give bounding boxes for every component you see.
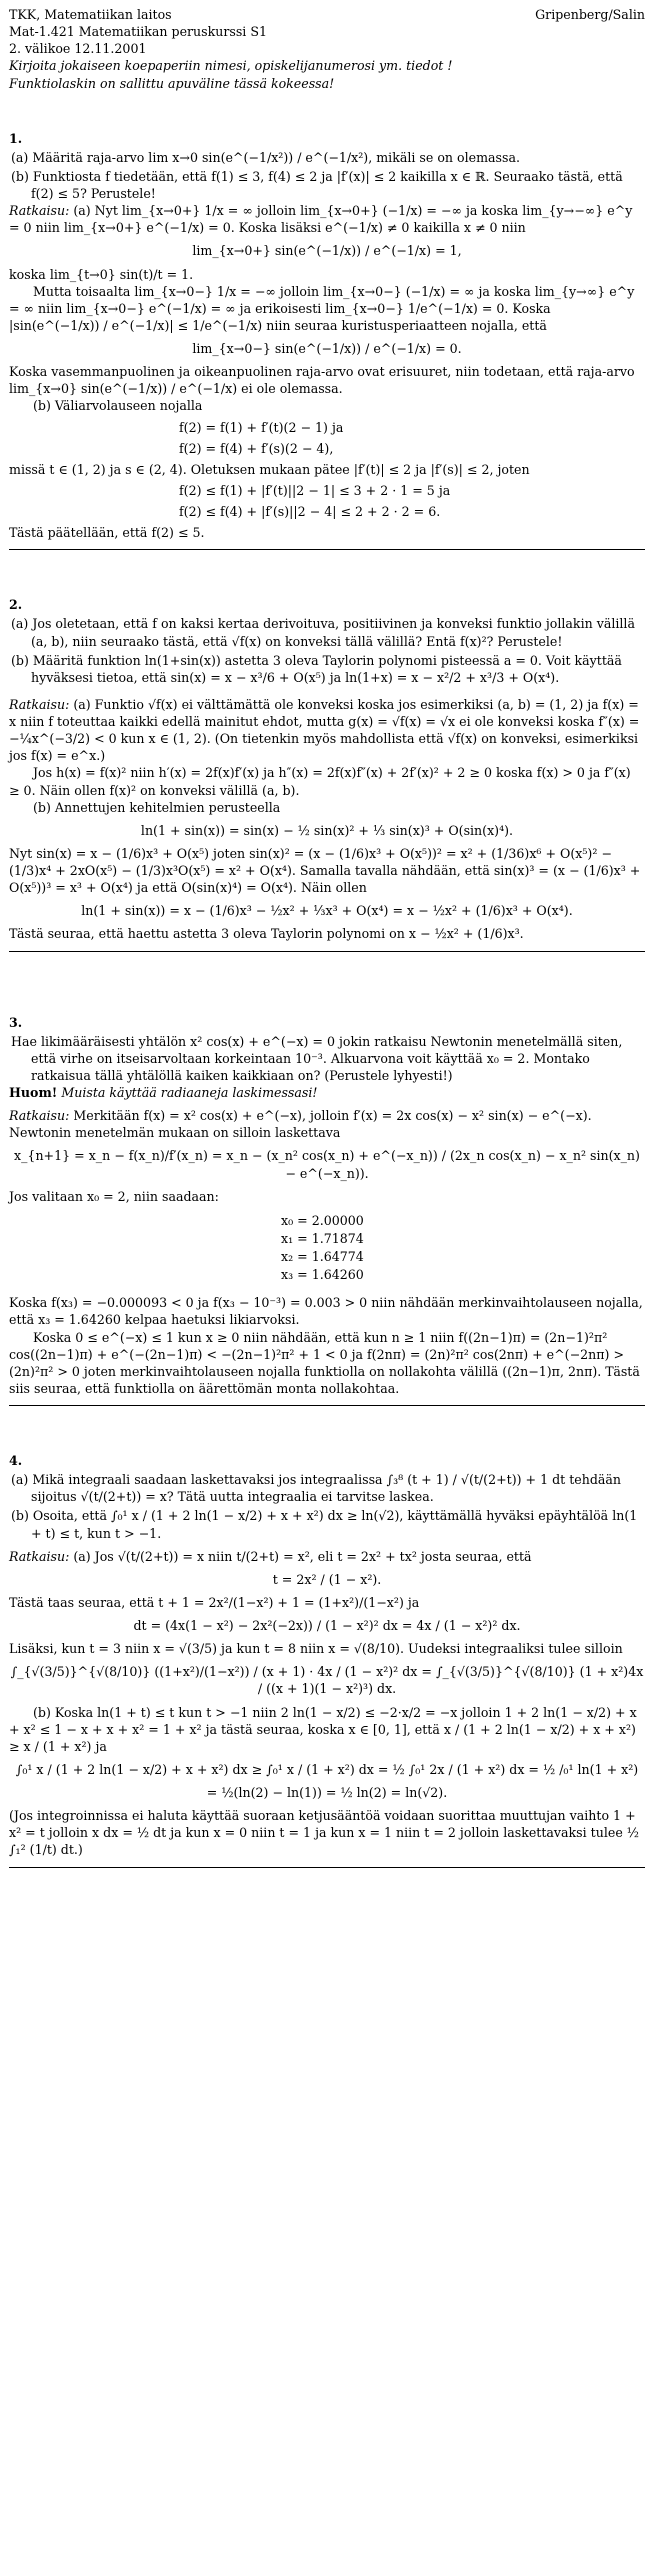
- problem-4b: (b) Osoita, että ∫₀¹ x / (1 + 2 ln(1 − x/2) + x + x²) dx ≥ ln(√2), käyttämällä hyväksi epäyhtälöä ln(1 + t) ≤ t, kun t > −1.: [11, 1508, 638, 1541]
- solution-3-a2: Jos valitaan x₀ = 2, niin saadaan:: [9, 1188, 219, 1204]
- solution-2-b1: (b) Annettujen kehitelmien perusteella: [33, 799, 281, 815]
- solution-1-a3: Mutta toisaalta lim_{x→0−} 1/x = −∞ jolloin lim_{x→0−} (−1/x) = ∞ ja koska lim_{y→∞} e^y = ∞ niin lim_{x→0−} e^(−1/x) = ∞ ja erikoisesti lim_{x→0−} 1/e^(−1/x) = 0. Koska |sin(e^(−1/x)) / e^(−1/x)| ≤ 1/e^(−1/x) niin seuraa kuristusperiaatteen nojalla, että: [9, 283, 635, 333]
- divider: [9, 549, 645, 550]
- solution-1-b1: (b) Väliarvolauseen nojalla: [33, 398, 203, 414]
- solution-3-a1: Ratkaisu: Merkitään f(x) = x² cos(x) + e^(−x), jolloin f′(x) = 2x cos(x) − x² sin(x) − e^(−x). Newtonin menetelmän mukaan on silloin laskettava: [9, 1108, 592, 1141]
- equation-1-5: f(2) ≤ f(1) + |f′(t)||2 − 1| ≤ 3 + 2 · 1 = 5 ja: [179, 482, 451, 498]
- equation-2-1: ln(1 + sin(x)) = sin(x) − ½ sin(x)² + ⅓ sin(x)³ + O(sin(x)⁴).: [140, 822, 514, 838]
- iteration-row: x₃ = 1.64260: [281, 1267, 364, 1283]
- solution-1-b2: missä t ∈ (1, 2) ja s ∈ (2, 4). Oletuksen mukaan pätee |f′(t)| ≤ 2 ja |f′(s)| ≤ 2, joten: [9, 461, 530, 477]
- course-title: Mat-1.421 Matematiikan peruskurssi S1: [9, 24, 267, 40]
- iteration-row: x₁ = 1.71874: [281, 1230, 364, 1246]
- equation-4-3: ∫_{√(3/5)}^{√(8/10)} ((1+x²)/(1−x²)) / (x + 1) · 4x / (1 − x²)² dx = ∫_{√(3/5)}^{√(8/10)} (1 + x²)4x / ((x + 1)(1 − x²)³) dx.: [10, 1664, 644, 1697]
- divider: [9, 951, 645, 952]
- problem-2a: (a) Jos oletetaan, että f on kaksi kertaa derivoituva, positiivinen ja konveksi funktio jollakin välillä (a, b), niin seuraako tästä, että √f(x) on konveksi tällä välillä? Entä f(x)²? Perustele!: [11, 616, 635, 649]
- equation-1-4: f(2) = f(4) + f′(s)(2 − 4),: [179, 440, 334, 456]
- solution-1-a4: Koska vasemmanpuolinen ja oikeanpuolinen raja-arvo ovat erisuuret, niin todetaan, että raja-arvo lim_{x→0} sin(e^(−1/x)) / e^(−1/x) ei ole olemassa.: [9, 364, 635, 397]
- problem-1-number: 1.: [9, 130, 23, 146]
- equation-1-1: lim_{x→0+} sin(e^(−1/x)) / e^(−1/x) = 1,: [192, 243, 462, 259]
- authors: Gripenberg/Salin: [535, 7, 645, 22]
- solution-label: Ratkaisu:: [9, 203, 70, 219]
- solution-2-b3: Tästä seuraa, että haettu astetta 3 oleva Taylorin polynomi on x − ½x² + (1/6)x³.: [9, 926, 524, 942]
- exam-date: 2. välikoe 12.11.2001: [9, 41, 147, 57]
- solution-2-b2: Nyt sin(x) = x − (1/6)x³ + O(x⁵) joten sin(x)² = (x − (1/6)x³ + O(x⁵))² = x² + (1/36)x⁶ + O(x⁵)² − (1/3)x⁴ + 2xO(x⁵) − (1/3)x³O(x⁵) = x² + O(x⁴). Samalla tavalla nähdään, että sin(x)³ = (x − (1/6)x³ + O(x⁵))³ = x³ + O(x⁴) ja että O(sin(x)⁴) = O(x⁴). Näin ollen: [9, 845, 641, 896]
- solution-3-a3: Koska f(x₃) = −0.000093 < 0 ja f(x₃ − 10⁻³) = 0.003 > 0 niin nähdään merkinvaihtolauseen nojalla, että x₃ = 1.64260 kelpaa haetuksi likiarvoksi.: [9, 1295, 643, 1328]
- equation-1-2: lim_{x→0−} sin(e^(−1/x)) / e^(−1/x) = 0.: [192, 341, 462, 356]
- problem-4a: (a) Mikä integraali saadaan laskettavaksi jos integraalissa ∫₃⁸ (t + 1) / √(t/(2+t)) + 1 dt tehdään sijoitus √(t/(2+t)) = x? Tätä uutta integraalia ei tarvitse laskea.: [11, 1472, 622, 1505]
- solution-2-a2: Jos h(x) = f(x)² niin h′(x) = 2f(x)f′(x) ja h″(x) = 2f(x)f″(x) + 2f′(x)² + 2 ≥ 0 koska f(x) > 0 ja f″(x) ≥ 0. Näin ollen f(x)² on konveksi välillä (a, b).: [9, 765, 631, 798]
- equation-3-1: x_{n+1} = x_n − f(x_n)/f′(x_n) = x_n − (x_n² cos(x_n) + e^(−x_n)) / (2x_n cos(x_n) − x_n² sin(x_n) − e^(−x_n)).: [14, 1148, 640, 1181]
- problem-1a: (a) Määritä raja-arvo lim x→0 sin(e^(−1/x²)) / e^(−1/x²), mikäli se on olemassa.: [11, 149, 520, 165]
- solution-label: Ratkaisu:: [9, 696, 70, 712]
- solution-1-a1: Ratkaisu: (a) Nyt lim_{x→0+} 1/x = ∞ jolloin lim_{x→0+} (−1/x) = −∞ ja koska lim_{y→−∞} e^y = 0 niin lim_{x→0+} e^(−1/x) = 0. Koska lisäksi e^(−1/x) ≠ 0 kaikilla x ≠ 0 niin: [9, 203, 633, 236]
- equation-1-3: f(2) = f(1) + f′(t)(2 − 1) ja: [179, 419, 344, 435]
- note-label: Huom!: [9, 1085, 58, 1100]
- equation-4-4: ∫₀¹ x / (1 + 2 ln(1 − x/2) + x + x²) dx ≥ ∫₀¹ x / (1 + x²) dx = ½ ∫₀¹ 2x / (1 + x²) dx = ½ /₀¹ ln(1 + x²): [15, 1761, 639, 1777]
- solution-1-b3: Tästä päätellään, että f(2) ≤ 5.: [9, 525, 205, 541]
- solution-4-b2: (Jos integroinnissa ei haluta käyttää suoraan ketjusääntöä voidaan suorittaa muuttujan vaihto 1 + x² = t jolloin x dx = ½ dt ja kun x = 0 niin t = 1 ja kun x = 1 niin t = 2 jolloin laskettavaksi tulee ½ ∫₁² (1/t) dt.): [9, 1808, 639, 1858]
- header-row: [9, 6, 645, 23]
- problem-2b: (b) Määritä funktion ln(1+sin(x)) astetta 3 oleva Taylorin polynomi pisteessä a = 0. Voit käyttää hyväksesi tietoa, että sin(x) = x − x³/6 + O(x⁵) ja ln(1+x) = x − x²/2 + x³/3 + O(x⁴).: [11, 652, 622, 685]
- solution-1-a2: koska lim_{t→0} sin(t)/t = 1.: [9, 266, 194, 282]
- equation-2-2: ln(1 + sin(x)) = x − (1/6)x³ − ½x² + ⅓x³ + O(x⁴) = x − ½x² + (1/6)x³ + O(x⁴).: [81, 903, 573, 919]
- solution-label: Ratkaisu:: [9, 1108, 70, 1124]
- instruction-2: Funktiolaskin on sallittu apuväline tässä kokeessa!: [9, 75, 335, 91]
- solution-label: Ratkaisu:: [9, 1548, 70, 1564]
- exam-page: [9, 6, 645, 1868]
- problem-3-text: Hae likimääräisesti yhtälön x² cos(x) + e^(−x) = 0 jokin ratkaisu Newtonin menetelmällä siten, että virhe on itseisarvoltaan korkeintaan 10⁻³. Alkuarvona voit käyttää x₀ = 2. Montako ratkaisua tällä yhtälöllä kaiken kaikkiaan on? (Perustele lyhyesti!): [11, 1033, 623, 1083]
- divider: [9, 1867, 645, 1868]
- problem-4-number: 4.: [9, 1453, 23, 1468]
- problem-1b: (b) Funktiosta f tiedetään, että f(1) ≤ 3, f(4) ≤ 2 ja |f′(x)| ≤ 2 kaikilla x ∈ ℝ. Seuraako tästä, että f(2) ≤ 5? Perustele!: [11, 168, 623, 201]
- solution-4-a3: Lisäksi, kun t = 3 niin x = √(3/5) ja kun t = 8 niin x = √(8/10). Uudeksi integraaliksi tulee silloin: [9, 1641, 623, 1657]
- equation-1-6: f(2) ≤ f(4) + |f′(s)||2 − 4| ≤ 2 + 2 · 2 = 6.: [179, 504, 441, 519]
- problem-3-number: 3.: [9, 1014, 23, 1030]
- solution-4-a1: Ratkaisu: (a) Jos √(t/(2+t)) = x niin t/(2+t) = x², eli t = 2x² + tx² josta seuraa, että: [9, 1548, 532, 1564]
- solution-2-a1: Ratkaisu: (a) Funktio √f(x) ei välttämättä ole konveksi koska jos esimerkiksi (a, b) = (1, 2) ja f(x) = x niin f toteuttaa kaikki edellä mainitut ehdot, mutta g(x) = √f(x) = √x ei ole konveksi koska f″(x) = −¼x^(−3/2) < 0 kun x ∈ (1, 2). (On tietenkin myös mahdollista että √f(x) on konveksi, esimerkiksi jos f(x) = e^x.): [9, 696, 640, 764]
- org-name: TKK, Matematiikan laitos: [9, 7, 172, 22]
- instruction-1: Kirjoita jokaiseen koepaperiin nimesi, opiskelijanumerosi ym. tiedot !: [9, 58, 453, 74]
- iteration-row: x₀ = 2.00000: [281, 1212, 364, 1228]
- equation-4-5: = ½(ln(2) − ln(1)) = ½ ln(2) = ln(√2).: [206, 1785, 448, 1800]
- solution-4-b1: (b) Koska ln(1 + t) ≤ t kun t > −1 niin 2 ln(1 − x/2) ≤ −2·x/2 = −x jolloin 1 + 2 ln(1 − x/2) + x + x² ≤ 1 − x + x + x² = 1 + x² ja tästä seuraa, koska x ∈ [0, 1], että x / (1 + 2 ln(1 − x/2) + x + x²) ≥ x / (1 + x²) ja: [9, 1704, 637, 1754]
- problem-2-number: 2.: [9, 597, 23, 613]
- solution-3-a4: Koska 0 ≤ e^(−x) ≤ 1 kun x ≥ 0 niin nähdään, että kun n ≥ 1 niin f((2n−1)π) = (2n−1)²π² cos((2n−1)π) + e^(−(2n−1)π) < −(2n−1)²π² + 1 < 0 ja f(2nπ) = (2n)²π² cos(2nπ) + e^(−2nπ) > (2n)²π² > 0 joten merkinvaihtolauseen nojalla funktiolla on nollakohta välillä ((2n−1)π, 2nπ). Tästä siis seuraa, että funktiolla on äärettömän monta nollakohtaa.: [9, 1329, 640, 1396]
- solution-4-a2: Tästä taas seuraa, että t + 1 = 2x²/(1−x²) + 1 = (1+x²)/(1−x²) ja: [9, 1594, 420, 1610]
- iteration-row: x₂ = 1.64774: [281, 1249, 364, 1264]
- divider: [9, 1405, 645, 1406]
- problem-3-note: Huom! Muista käyttää radiaaneja laskimessasi!: [9, 1085, 318, 1100]
- equation-4-2: dt = (4x(1 − x²) − 2x²(−2x)) / (1 − x²)² dx = 4x / (1 − x²)² dx.: [133, 1618, 521, 1633]
- equation-4-1: t = 2x² / (1 − x²).: [272, 1571, 382, 1587]
